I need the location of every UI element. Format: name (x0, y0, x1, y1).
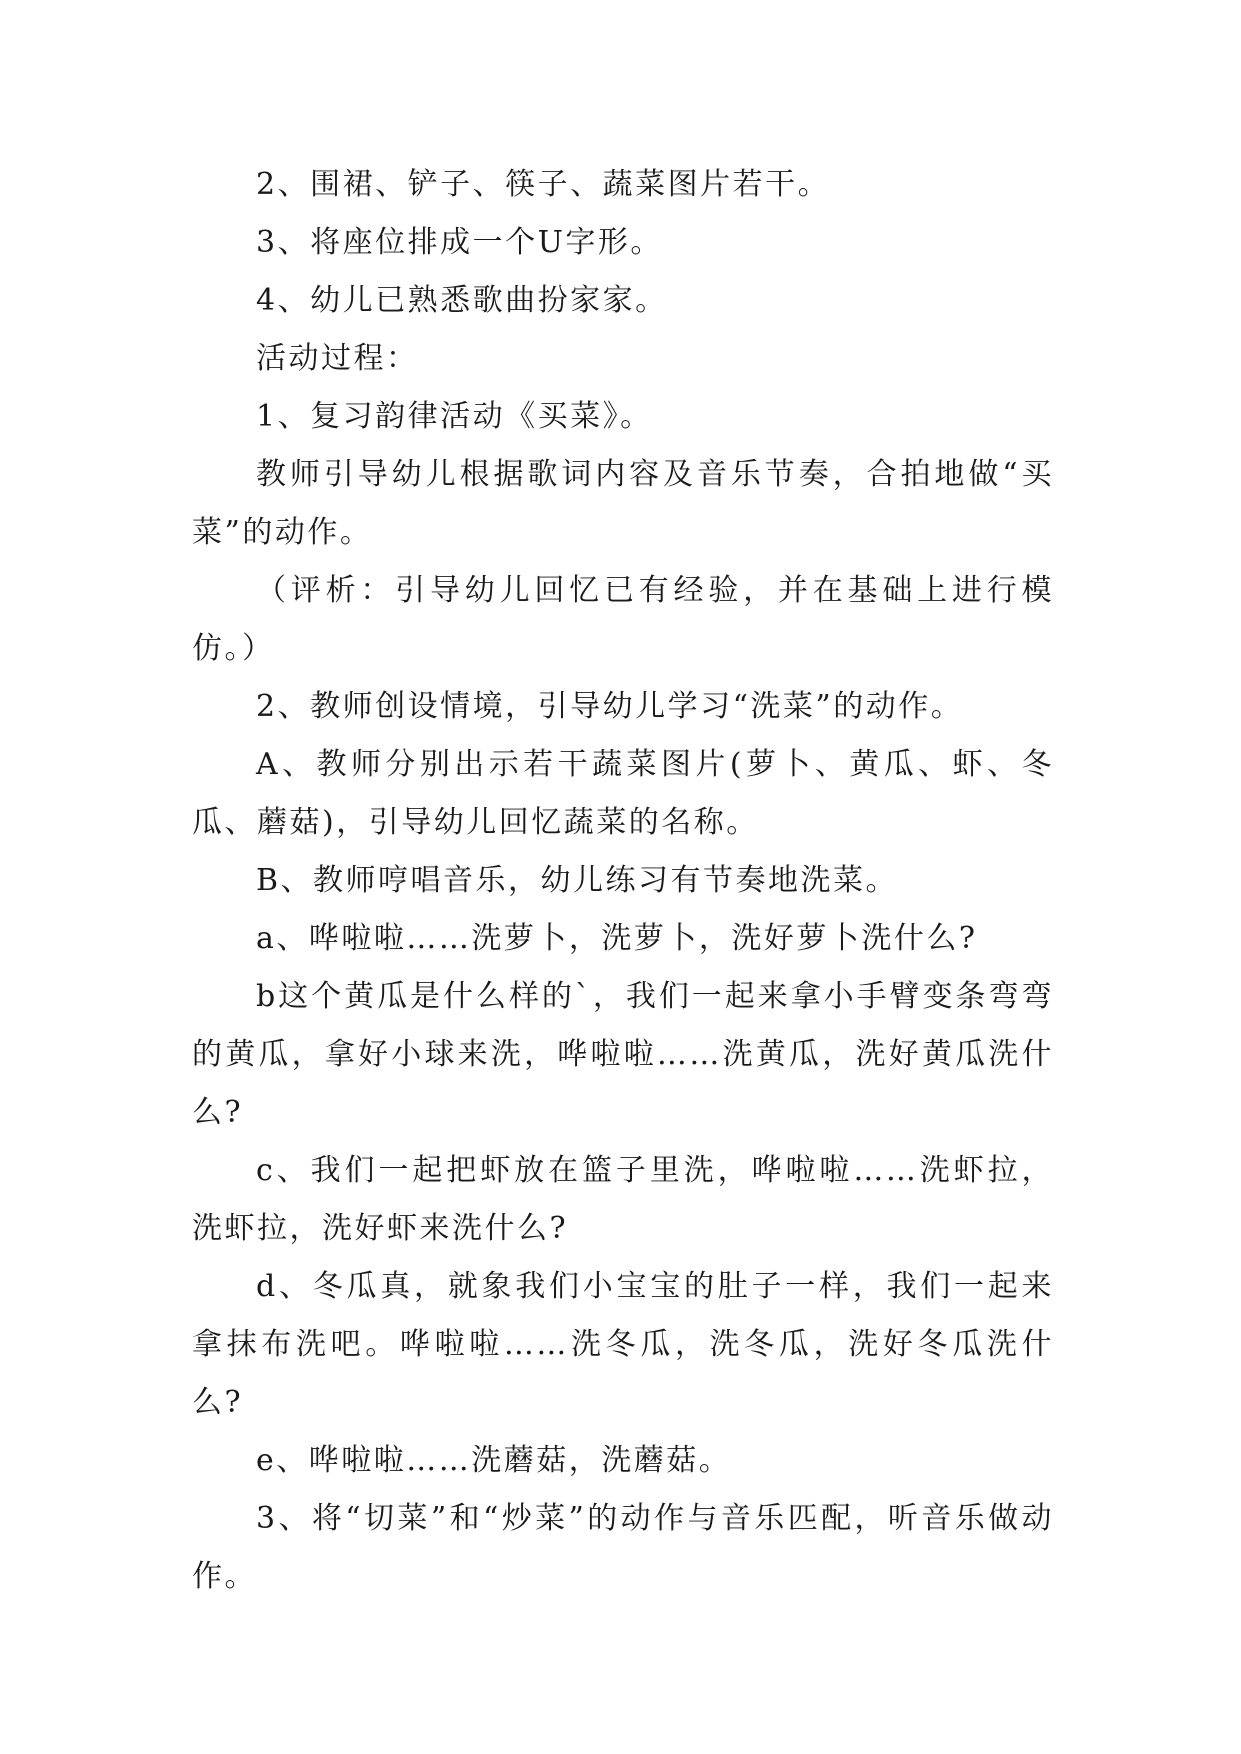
paragraph-materials-2: 2、围裙、铲子、筷子、蔬菜图片若干。 (256, 167, 831, 202)
paragraph-lyric-b: b这个黄瓜是什么样的`，我们一起来拿小手臂变条弯弯的黄瓜，拿好小球来洗，哗啦啦……洗黄瓜，洗好黄瓜洗什么? (192, 979, 1054, 1130)
paragraph-step-2-b: B、教师哼唱音乐，幼儿练习有节奏地洗菜。 (256, 863, 899, 898)
paragraph-step-1-detail: 教师引导幼儿根据歌词内容及音乐节奏，合拍地做“买菜”的动作。 (192, 457, 1054, 550)
paragraph-lyric-a: a、哗啦啦……洗萝卜，洗萝卜，洗好萝卜洗什么? (256, 921, 978, 956)
section-heading-activity-process: 活动过程： (256, 341, 419, 376)
paragraph-lyric-c: c、我们一起把虾放在篮子里洗，哗啦啦……洗虾拉，洗虾拉，洗好虾来洗什么? (192, 1153, 1054, 1246)
paragraph-step-3: 3、将“切菜”和“炒菜”的动作与音乐匹配，听音乐做动作。 (192, 1501, 1054, 1594)
body-text (192, 156, 1054, 1606)
paragraph-lyric-d: d、冬瓜真，就象我们小宝宝的肚子一样，我们一起来拿抹布洗吧。哗啦啦……洗冬瓜，洗冬瓜，洗好冬瓜洗什么? (192, 1269, 1054, 1420)
paragraph-step-2-a: A、教师分别出示若干蔬菜图片(萝卜、黄瓜、虾、冬瓜、蘑菇)，引导幼儿回忆蔬菜的名称。 (192, 747, 1054, 840)
paragraph-step-1: 1、复习韵律活动《买菜》。 (256, 399, 653, 434)
paragraph-materials-4: 4、幼儿已熟悉歌曲扮家家。 (256, 283, 668, 318)
paragraph-lyric-e: e、哗啦啦……洗蘑菇，洗蘑菇。 (256, 1443, 732, 1478)
paragraph-step-1-analysis: （评析：引导幼儿回忆已有经验，并在基础上进行模仿。） (192, 573, 1054, 666)
paragraph-step-2: 2、教师创设情境，引导幼儿学习“洗菜”的动作。 (256, 689, 964, 724)
paragraph-materials-3: 3、将座位排成一个U字形。 (256, 225, 663, 260)
